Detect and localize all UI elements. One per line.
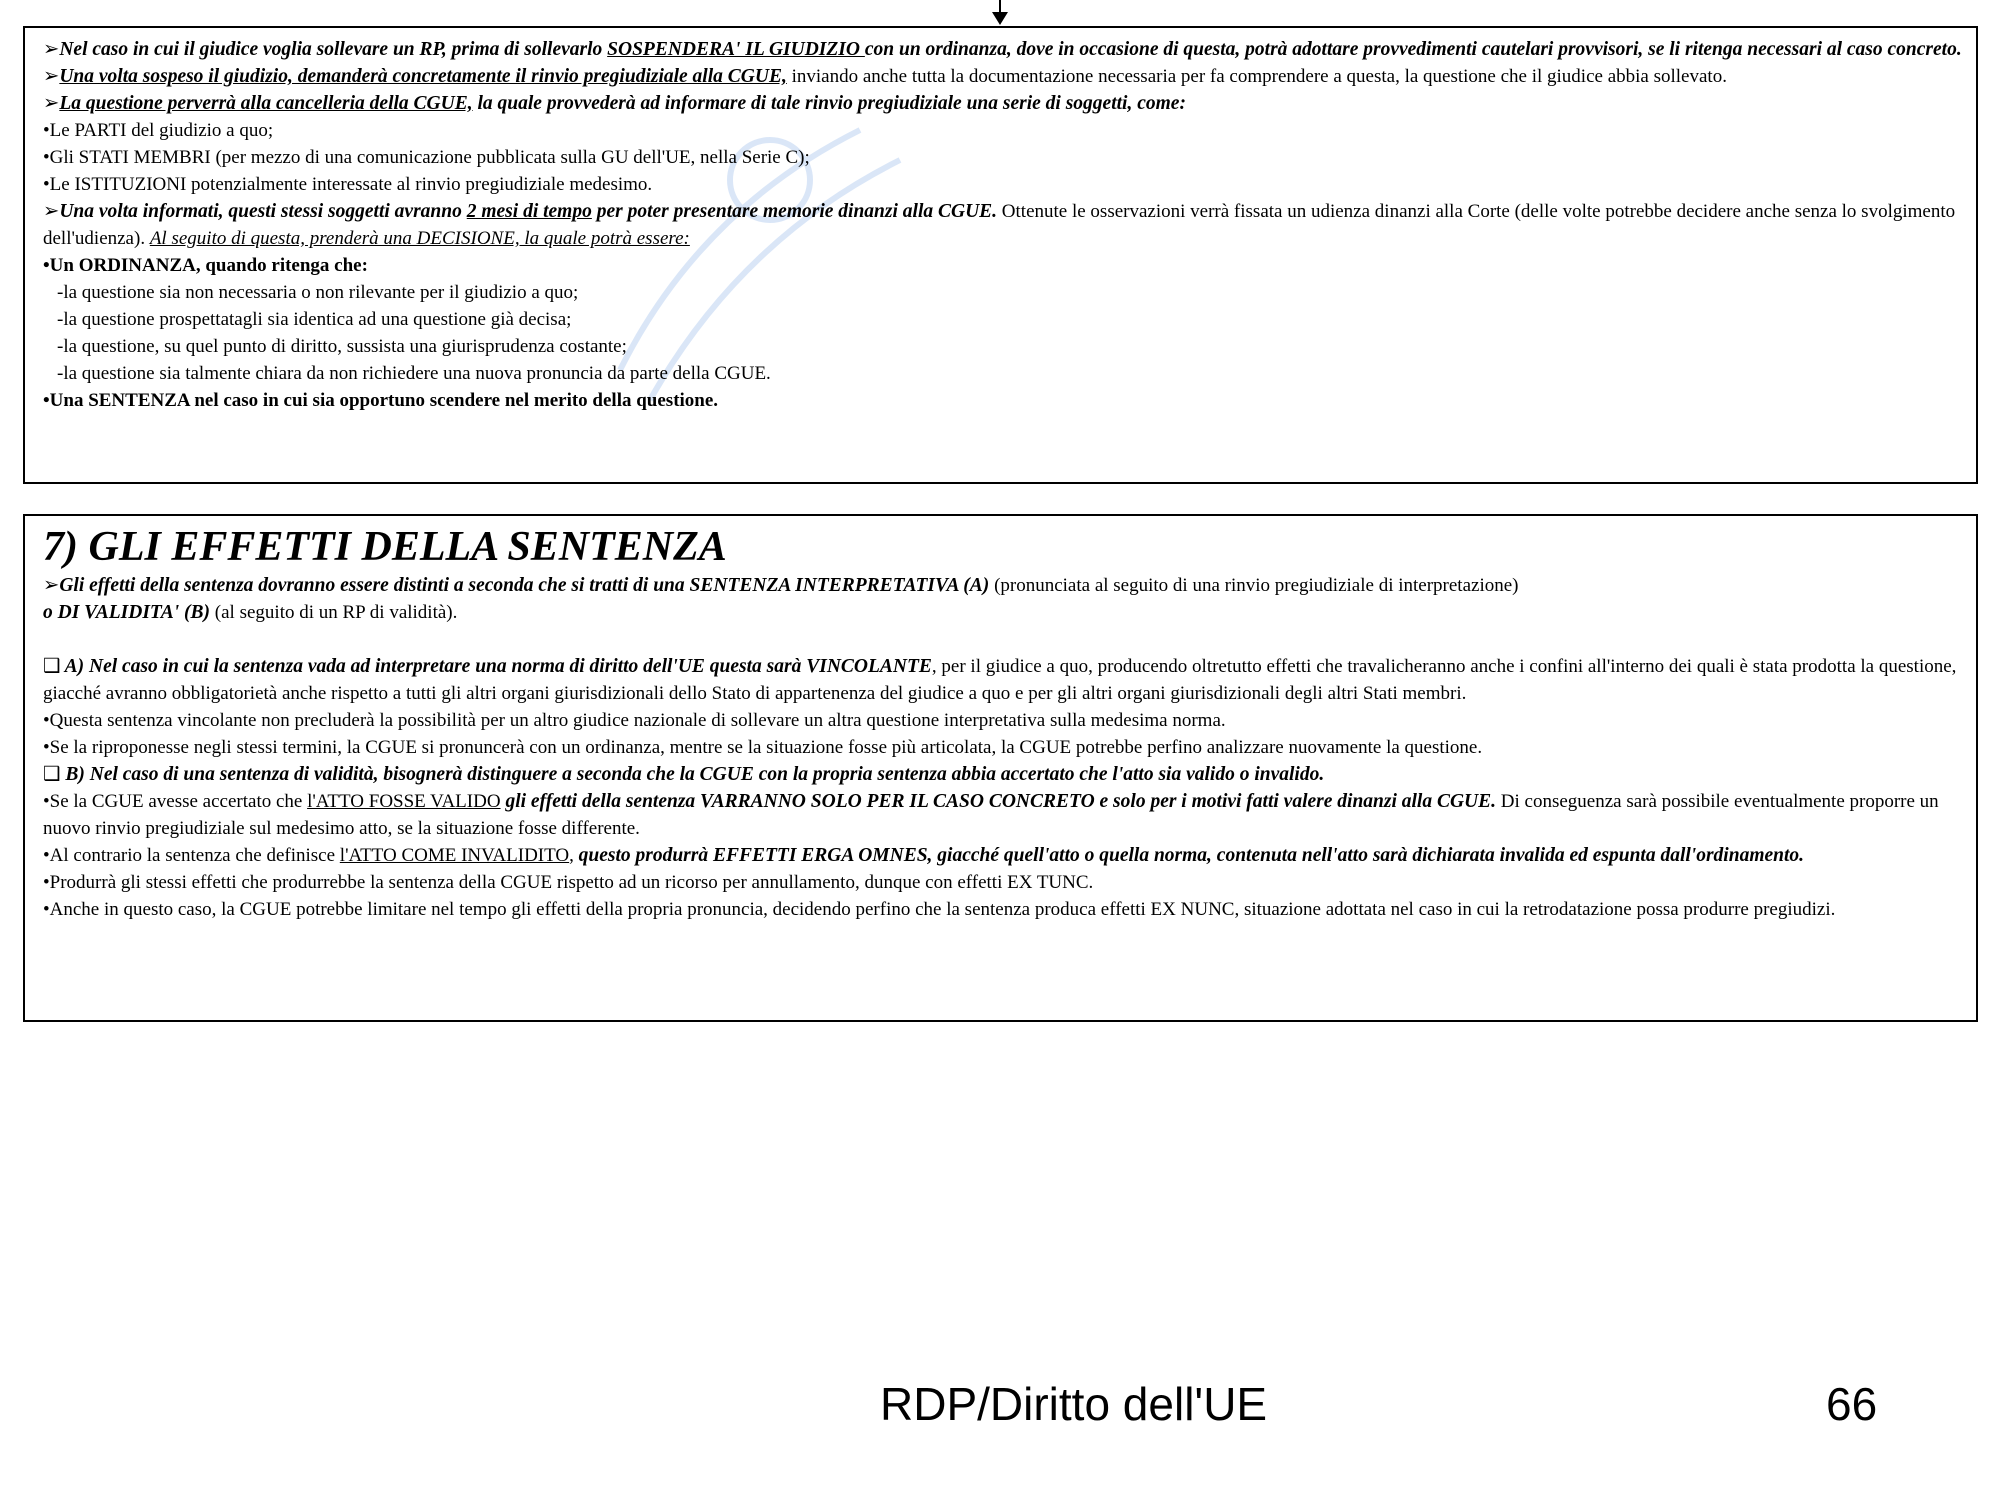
paragraph-registry: ➢La questione perverrà alla cancelleria della CGUE, la quale provvederà ad informare di tale rinvio pregiudiziale una serie di soggetti, come: [43, 93, 1186, 114]
arrow-bullet-icon: ➢ [43, 575, 60, 596]
paragraph-validity: ❑ B) Nel caso di una sentenza di validità, bisognerà distinguere a seconda che la CGUE con la propria sentenza abbia accertato che l'atto sia valido o invalido. [43, 764, 1325, 785]
list-item: •Anche in questo caso, la CGUE potrebbe limitare nel tempo gli effetti della propria pronuncia, decidendo perfino che la sentenza produca effetti EX NUNC, situazione adottata nel caso in cui la retrodatazione possa produrre pregiudizi. [43, 899, 1836, 920]
list-item: •Questa sentenza vincolante non precluderà la possibilità per un altro giudice nazionale di sollevare un altra questione interpretativa sulla medesima norma. [43, 710, 1226, 731]
checkbox-icon: ❑ [43, 656, 61, 677]
list-item: •Le ISTITUZIONI potenzialmente interessate al rinvio pregiudiziale medesimo. [43, 174, 653, 195]
footer-title: RDP/Diritto dell'UE [880, 1378, 1268, 1430]
paragraph-observations: ➢Una volta informati, questi stessi soggetti avranno 2 mesi di tempo per poter presentare memorie dinanzi alla CGUE. Ottenute le osservazioni verrà fissata un udienza dinanzi alla Corte (delle volte potrebbe decidere anche senza lo svolgimento dell'udienza). Al seguito di questa, prenderà una DECISIONE, la quale potrà essere: [43, 201, 1956, 249]
effects-box [23, 514, 1978, 1022]
paragraph-referral: ➢Una volta sospeso il giudizio, demanderà concretamente il rinvio pregiudiziale alla CGUE, inviando anche tutta la documentazione necessaria per fa comprendere a questa, la questione che il giudice abbia sollevato. [43, 66, 1727, 87]
list-item: •Gli STATI MEMBRI (per mezzo di una comunicazione pubblicata sulla GU dell'UE, nella Serie C); [43, 147, 810, 168]
spacer [43, 626, 1962, 653]
paragraph-invalid-act: •Al contrario la sentenza che definisce l'ATTO COME INVALIDITO, questo produrrà EFFETTI ERGA OMNES, giacché quell'atto o quella norma, contenuta nell'atto sarà dichiarata invalida ed espunta dall'ordinamento. [43, 845, 1805, 866]
list-item: -la questione sia non necessaria o non rilevante per il giudizio a quo; [57, 282, 579, 303]
arrow-bullet-icon: ➢ [43, 93, 60, 114]
ordinanza-heading: •Un ORDINANZA, quando ritenga che: [43, 255, 368, 276]
sentenza-item: •Una SENTENZA nel caso in cui sia opportuno scendere nel merito della questione. [43, 390, 719, 411]
page-number: 66 [1826, 1378, 1878, 1430]
list-item: -la questione sia talmente chiara da non richiedere una nuova pronuncia da parte della CGUE. [57, 363, 771, 384]
arrow-bullet-icon: ➢ [43, 39, 60, 60]
paragraph-intro: ➢Gli effetti della sentenza dovranno essere distinti a seconda che si tratti di una SENTENZA INTERPRETATIVA (A) (pronunciata al seguito di una rinvio pregiudiziale di interpretazione) o DI VALIDITA' (B) (al seguito di un RP di validità). [43, 575, 1519, 623]
list-item: -la questione prospettatagli sia identica ad una questione già decisa; [57, 309, 572, 330]
paragraph-suspension: ➢Nel caso in cui il giudice voglia sollevare un RP, prima di sollevarlo SOSPENDERA' IL GIUDIZIO con un ordinanza, dove in occasione di questa, potrà adottare provvedimenti cautelari provvisori, se li ritenga necessari al caso concreto. [43, 39, 1962, 60]
procedure-box [23, 26, 1978, 484]
arrow-bullet-icon: ➢ [43, 66, 60, 87]
section-title: 7) GLI EFFETTI DELLA SENTENZA [43, 524, 727, 570]
down-arrow-icon [992, 0, 1008, 26]
list-item: •Produrrà gli stessi effetti che produrrebbe la sentenza della CGUE rispetto ad un ricorso per annullamento, dunque con effetti EX TUNC. [43, 872, 1094, 893]
list-item: -la questione, su quel punto di diritto, sussista una giurisprudenza costante; [57, 336, 627, 357]
list-item: •Le PARTI del giudizio a quo; [43, 120, 274, 141]
paragraph-interpretative: ❑ A) Nel caso in cui la sentenza vada ad interpretare una norma di diritto dell'UE questa sarà VINCOLANTE, per il giudice a quo, producendo oltretutto effetti che travalicheranno anche i confini all'interno dei quali è stata prodotta la questione, giacché avranno obbligatorietà anche rispetto a tutti gli altri organi giurisdizionali dello Stato di appartenenza del giudice a quo e per gli altri organi giurisdizionali degli altri Stati membri. [43, 656, 1957, 704]
arrow-bullet-icon: ➢ [43, 201, 60, 222]
list-item: •Se la riproponesse negli stessi termini, la CGUE si pronuncerà con un ordinanza, mentre se la situazione fosse più articolata, la CGUE potrebbe perfino analizzare nuovamente la questione. [43, 737, 1483, 758]
checkbox-icon: ❑ [43, 764, 61, 785]
paragraph-valid-act: •Se la CGUE avesse accertato che l'ATTO FOSSE VALIDO gli effetti della sentenza VARRANNO SOLO PER IL CASO CONCRETO e solo per i motivi fatti valere dinanzi alla CGUE. Di conseguenza sarà possibile eventualmente proporre un nuovo rinvio pregiudiziale sul medesimo atto, se la situazione fosse differente. [43, 791, 1939, 839]
